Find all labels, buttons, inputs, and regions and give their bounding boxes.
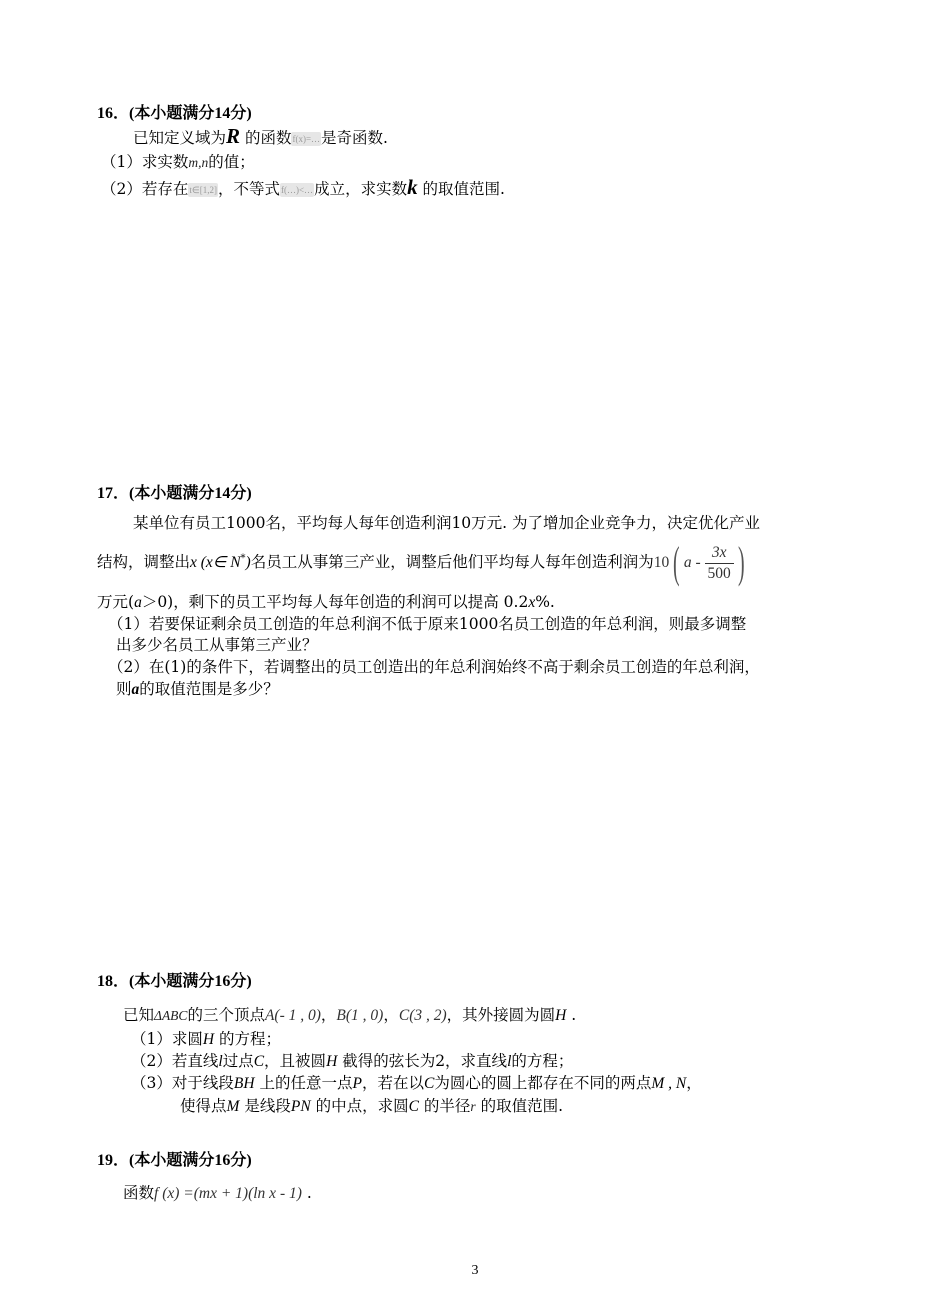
q16-title: 16．(本小题满分14分) xyxy=(97,105,252,122)
q18-point-A: A(- 1 , 0) xyxy=(264,1007,321,1024)
q16-text: 是奇函数. xyxy=(321,129,388,147)
q17-part2-line2 xyxy=(116,677,279,699)
q17-part1-line2: 出多少名员工从事第三产业？ xyxy=(116,636,318,654)
q18-l: l xyxy=(507,1053,512,1070)
q18-text: 过点 xyxy=(222,1052,254,1070)
q17-text: 的取值范围是多少？ xyxy=(139,680,279,698)
q17-text: 万元( xyxy=(97,593,135,611)
q16-k: k xyxy=(407,175,418,199)
q18-point-B: B(1 , 0) xyxy=(336,1007,384,1024)
q18-M: M xyxy=(226,1098,240,1115)
q18-text: （2）若直线 xyxy=(131,1052,219,1070)
q18-text: 的中点，求圆 xyxy=(310,1097,409,1115)
q16-part2 xyxy=(101,175,505,200)
q18-r: r xyxy=(470,1099,476,1114)
q18-text: ， xyxy=(320,1006,337,1024)
q18-C: C xyxy=(253,1053,265,1070)
q16-text: ，不等式 xyxy=(217,180,280,198)
q16-mn: m,n xyxy=(188,155,209,170)
q18-C: C xyxy=(423,1075,435,1092)
q19-title: 19．(本小题满分16分) xyxy=(97,1152,252,1169)
q18-text: 截得的弦长为2，求直线 xyxy=(337,1052,508,1070)
q17-part1-line1: （1）若要保证剩余员工创造的年总利润不低于原来1000名员工创造的年总利润，则最多调整 xyxy=(108,615,747,633)
q18-text: 上的任意一点 xyxy=(254,1074,353,1092)
q17-expr-a: a xyxy=(683,554,692,572)
q18-text: 已知 xyxy=(123,1006,155,1024)
q18-text: ，且被圆 xyxy=(264,1052,327,1070)
q16-text: 已知定义域为 xyxy=(133,129,227,147)
q17-expr-10: 10 xyxy=(653,554,670,572)
q18-BH: BH xyxy=(233,1075,255,1092)
q16-part1 xyxy=(101,150,255,172)
q16-text: 的函数 xyxy=(240,129,292,147)
q18-line1 xyxy=(123,1003,576,1025)
q18-text: （3）对于线段 xyxy=(131,1074,234,1092)
q16-function-image: f(x)=… xyxy=(292,134,321,144)
q18-title: 18．(本小题满分16分) xyxy=(97,973,252,990)
q18-part3-line2 xyxy=(180,1094,563,1116)
q17-fraction-denominator: 500 xyxy=(707,564,731,582)
q18-text: ， xyxy=(686,1074,702,1092)
q18-text: 的半径 xyxy=(418,1097,471,1115)
q17-line2 xyxy=(97,536,748,588)
q19-text: . xyxy=(301,1184,312,1202)
q18-PN: PN xyxy=(290,1098,311,1115)
q19-function: f (x) =(mx + 1)(ln x - 1) xyxy=(154,1185,302,1202)
q18-text: . xyxy=(566,1006,577,1024)
q18-text: 是线段 xyxy=(239,1097,291,1115)
page-number: 3 xyxy=(471,1263,479,1278)
q16-text: （1）求实数 xyxy=(101,153,189,171)
q18-text: ，其外接圆为圆 xyxy=(446,1006,556,1024)
q18-H: H xyxy=(202,1031,215,1048)
q18-text: ， xyxy=(383,1006,399,1024)
q16-text: 的取值范围. xyxy=(417,180,505,198)
q17-fraction-numerator: 3x xyxy=(705,543,734,564)
q17-a: a xyxy=(131,681,140,698)
q16-inequality-image: f(…)<… xyxy=(280,185,314,195)
q17-text: 结构，调整出 xyxy=(97,553,191,572)
q17-right-paren: ) xyxy=(737,538,745,588)
q18-part3-line1 xyxy=(131,1071,702,1093)
q18-text: ，若在以 xyxy=(361,1074,424,1092)
q17-left-paren: ( xyxy=(673,538,680,588)
q16-text: 的值； xyxy=(208,153,255,171)
q18-triangle: ΔABC xyxy=(154,1008,188,1023)
q18-text: 为圆心的圆上都存在不同的两点 xyxy=(434,1074,652,1092)
q18-text: 的取值范围. xyxy=(475,1097,564,1115)
q18-text: 的方程； xyxy=(214,1030,282,1048)
q17-part2-line1: （2）在(1)的条件下，若调整出的员工创造出的年总利润始终不高于剩余员工创造的年总利润， xyxy=(108,658,760,676)
q18-part1 xyxy=(131,1027,281,1049)
q17-superscript: * xyxy=(240,553,246,564)
q18-point-C: C(3 , 2) xyxy=(398,1007,447,1024)
q16-t-range-image: t∈[1,2] xyxy=(189,185,217,195)
q18-l: l xyxy=(218,1053,223,1070)
q17-x: x xyxy=(528,594,536,611)
q17-fraction xyxy=(705,543,734,584)
q17-expr-minus: - xyxy=(691,554,705,572)
q18-text: 的三个顶点 xyxy=(187,1006,265,1024)
q17-a: a xyxy=(134,594,142,611)
q17-text: 名员工从事第三产业，调整后他们平均每人每年创造利润为 xyxy=(250,553,654,572)
q18-text: 使得点 xyxy=(180,1097,227,1115)
q17-line1: 某单位有员工1000名，平均每人每年创造利润10万元. 为了增加企业竞争力，决定优化产业 xyxy=(133,514,761,532)
q18-MN: M , N xyxy=(651,1075,687,1092)
q16-R: R xyxy=(226,124,241,148)
q19-line1 xyxy=(123,1181,312,1203)
q17-text: ) xyxy=(245,554,251,572)
q16-text: （2）若存在 xyxy=(101,180,189,198)
q19-text: 函数 xyxy=(123,1184,155,1202)
q17-title: 17．(本小题满分14分) xyxy=(97,485,252,502)
q17-x-domain: x (x∈ N xyxy=(190,554,241,572)
q16-line1 xyxy=(133,124,388,149)
q18-P: P xyxy=(352,1075,362,1092)
q17-text: %. xyxy=(535,593,555,611)
q18-H: H xyxy=(326,1053,338,1070)
q18-C: C xyxy=(408,1098,419,1115)
q17-line3 xyxy=(97,590,555,612)
q18-text: 的方程； xyxy=(511,1052,574,1070)
q18-part2 xyxy=(131,1049,573,1071)
q17-text: 则 xyxy=(116,680,132,698)
q17-text: ＞0)，剩下的员工平均每人每年创造的利润可以提高 0.2 xyxy=(141,593,529,611)
q16-text: 成立，求实数 xyxy=(314,180,408,198)
q18-H: H xyxy=(555,1007,567,1024)
q18-text: （1）求圆 xyxy=(131,1030,203,1048)
